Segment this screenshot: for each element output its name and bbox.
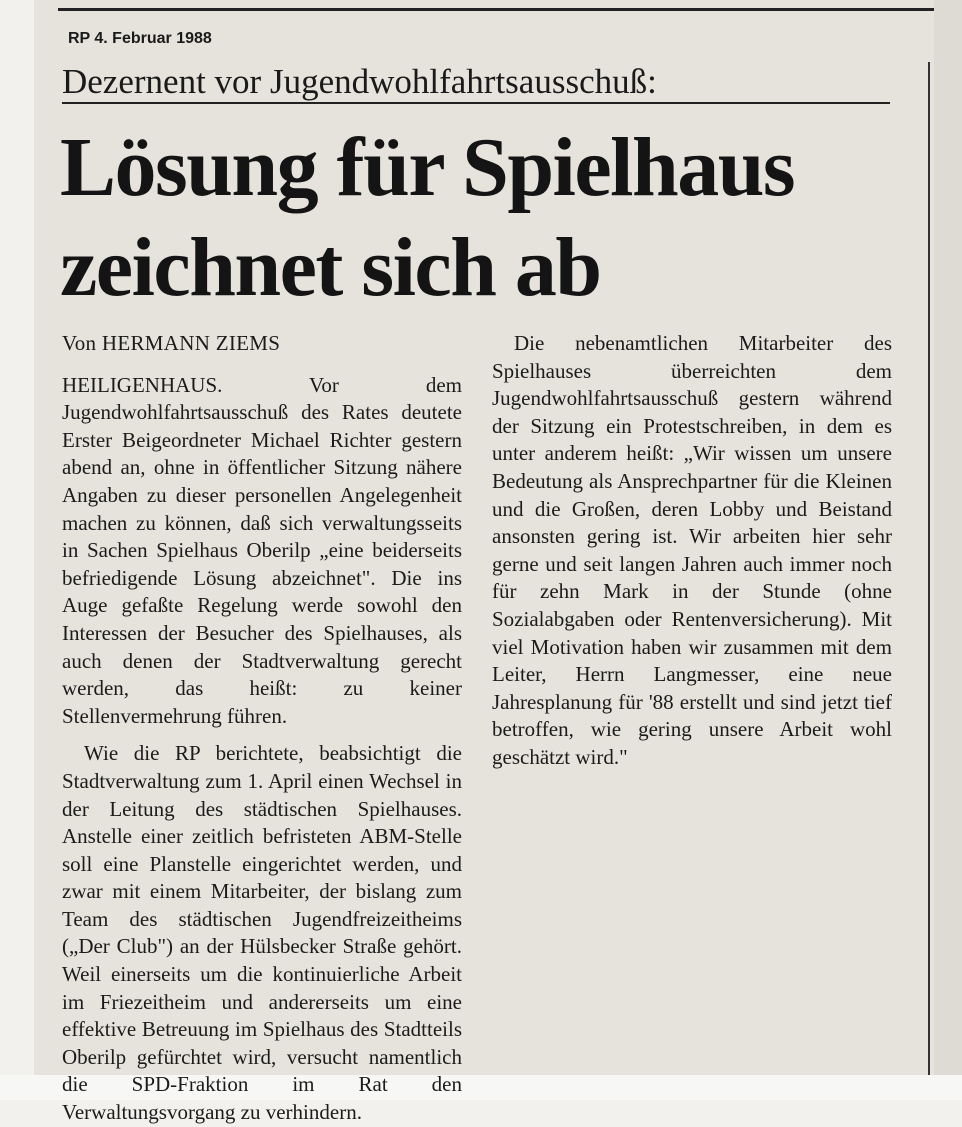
headline-line-2: zeichnet sich ab — [60, 221, 601, 314]
top-rule — [58, 8, 934, 11]
article-paragraph-3: Die nebenamtlichen Mitarbeiter des Spielhauses überreichten dem Jugendwohlfahrtsausschuß gestern während der Sitzung ein Protestschreiben, in dem es unter anderem heißt: „Wir wissen um unsere Bedeutung als Ansprechpartner für die Kleinen und die Großen, deren Lobby und Beistand ansonsten gering ist. Wir arbeiten hier sehr gerne und seit langen Jahren auch immer noch für zehn Mark in der Stunde (ohne Sozialabgaben oder Rentenversicherung). Mit viel Motivation haben wir zusammen mit dem Leiter, Herrn Langmesser, eine neue Jahresplanung für '88 erstellt und sind jetzt tief betroffen, wie gering unsere Arbeit wohl geschätzt wird." — [492, 331, 892, 769]
kicker-rule — [62, 102, 890, 104]
byline: Von HERMANN ZIEMS — [62, 331, 281, 355]
headline — [60, 118, 900, 318]
column-rule — [928, 62, 930, 1075]
article-column-left — [62, 330, 462, 1127]
adjacent-page-strip — [934, 0, 962, 1075]
article-paragraph-2: Wie die RP berichtete, beabsichtigt die Stadtverwaltung zum 1. April einen Wechsel in der Leitung des städtischen Spielhauses. Anstelle einer zeitlich befristeten ABM-Stelle soll eine Planstelle eingerichtet werden, und zwar mit einem Mitarbeiter, der bislang zum Team des städtischen Jugendfreizeitheims („Der Club") an der Hülsbecker Straße gehört. Weil einerseits um die kontinuierliche Arbeit im Friezeitheim und andererseits um eine effektive Betreuung im Spielhaus des Stadtteils Oberilp gefürchtet wird, versucht namentlich die SPD-Fraktion im Rat den Verwaltungsvorgang zu verhindern. — [62, 741, 462, 1125]
article-paragraph-1: HEILIGENHAUS. Vor dem Jugendwohlfahrtsausschuß des Rates deutete Erster Beigeordneter Michael Richter gestern abend an, ohne in öffentlicher Sitzung nähere Angaben zu dieser personellen Angelegenheit machen zu können, daß sich verwaltungsseits in Sachen Spielhaus Oberilp „eine beiderseits befriedigende Lösung abzeichnet". Die ins Auge gefaßte Regelung werde sowohl den Interessen der Besucher des Spielhauses, als auch denen der Stadtverwaltung gerecht werden, das heißt: zu keiner Stellenvermehrung führen. — [62, 372, 462, 728]
source-date-note: RP 4. Februar 1988 — [68, 30, 212, 47]
article-column-right — [492, 330, 892, 772]
headline-line-1: Lösung für Spielhaus — [60, 121, 795, 214]
kicker-line: Dezernent vor Jugendwohlfahrtsausschuß: — [62, 62, 657, 101]
